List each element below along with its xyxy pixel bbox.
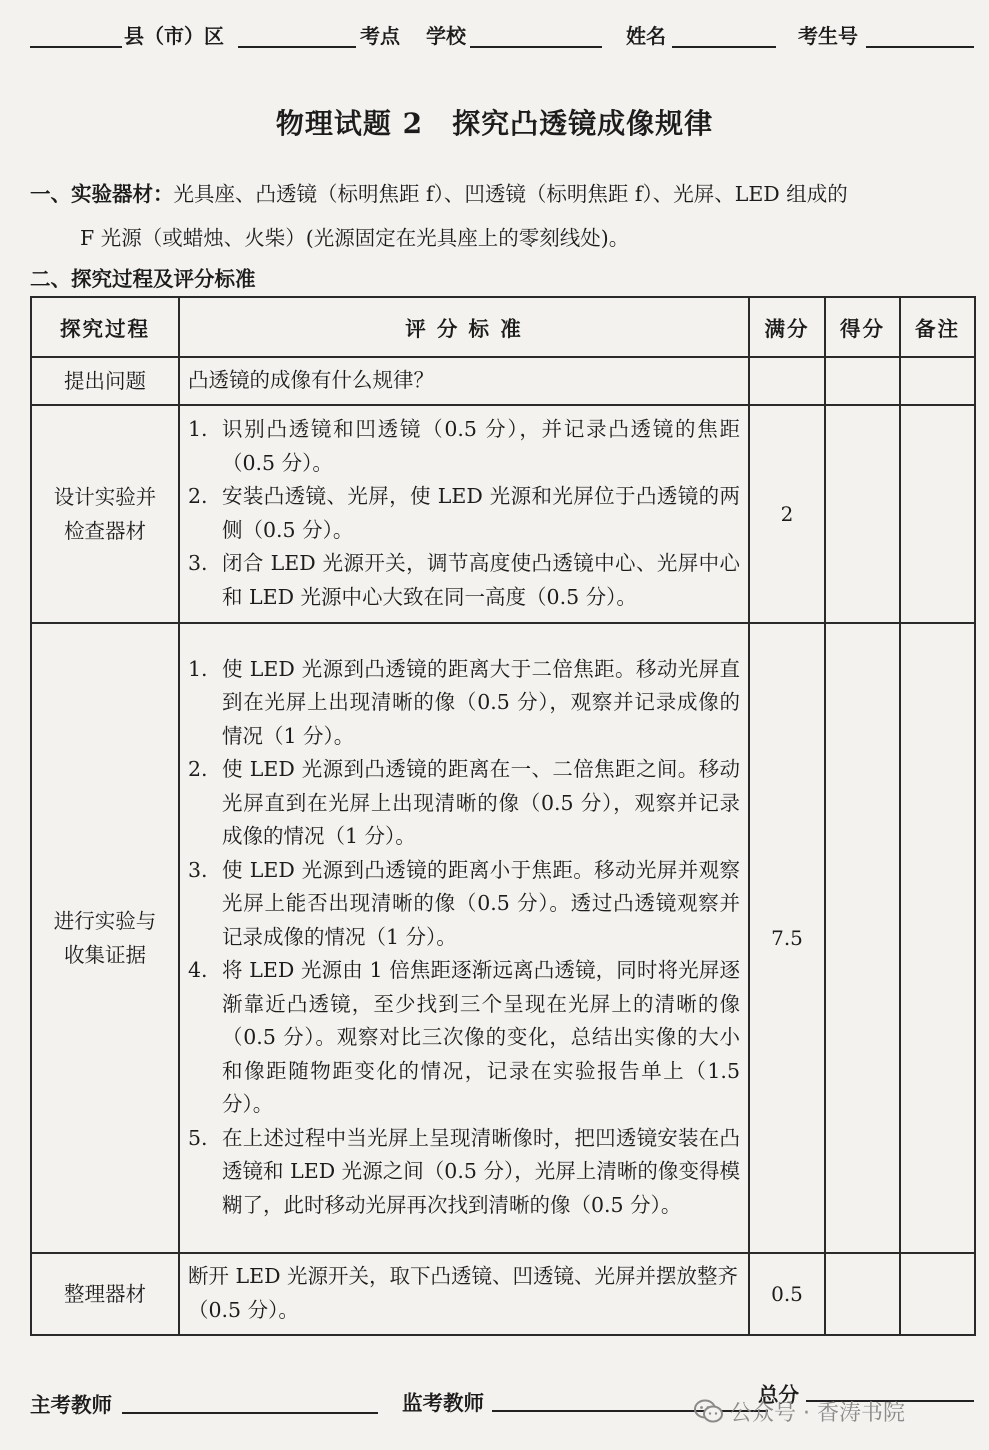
item-text: 使 LED 光源到凸透镜的距离大于二倍焦距。移动光屏直到在光屏上出现清晰的像（0.5 分），观察并记录成像的情况（1 分）。	[222, 656, 740, 748]
list-item	[188, 854, 740, 955]
got-score-cell[interactable]	[825, 357, 900, 405]
note-cell[interactable]	[900, 1253, 975, 1335]
county-blank[interactable]	[30, 18, 122, 48]
item-text: 安装凸透镜、光屏，使 LED 光源和光屏位于凸透镜的两侧（0.5 分）。	[222, 484, 740, 542]
name-blank[interactable]	[672, 18, 776, 48]
process-cell: 提出问题	[31, 357, 179, 405]
list-item	[188, 753, 740, 854]
chief-examiner-blank[interactable]	[122, 1386, 378, 1414]
scoring-table	[30, 296, 976, 1336]
header-note: 备注	[900, 297, 975, 357]
proctor-label: 监考教师	[402, 1391, 484, 1415]
table-row	[31, 405, 975, 623]
equipment-section	[30, 172, 975, 260]
total-score-label: 总分	[758, 1383, 799, 1407]
exam-site-label: 考点	[360, 24, 400, 48]
watermark-text: 公众号 · 香涛书院	[730, 1401, 905, 1426]
full-score-cell	[749, 357, 825, 405]
table-header-row	[31, 297, 975, 357]
table-row	[31, 357, 975, 405]
process-line: 收集证据	[64, 942, 146, 967]
item-number: 3.	[188, 551, 208, 575]
got-score-cell[interactable]	[825, 405, 900, 623]
equipment-text-2: F 光源（或蜡烛、火柴）(光源固定在光具座上的零刻线处)。	[80, 226, 630, 250]
page-title: 物理试题 2 探究凸透镜成像规律	[275, 107, 714, 140]
process-line: 进行实验与	[53, 908, 157, 933]
chief-examiner-label: 主考教师	[30, 1393, 112, 1417]
process-cell: 整理器材	[31, 1253, 179, 1335]
list-item	[188, 547, 740, 614]
criteria-list	[188, 653, 740, 1223]
item-number: 1.	[188, 417, 208, 441]
header-criteria: 评 分 标 准	[179, 297, 749, 357]
item-text: 闭合 LED 光源开关，调节高度使凸透镜中心、光屏中心和 LED 光源中心大致在同一高度（0.5 分）。	[222, 551, 740, 609]
process-line: 检查器材	[64, 518, 146, 543]
got-score-cell[interactable]	[825, 1253, 900, 1335]
full-score-cell: 0.5	[749, 1253, 825, 1335]
criteria-cell	[179, 623, 749, 1253]
county-label: 县（市）区	[124, 24, 224, 48]
header-full-score: 满分	[749, 297, 825, 357]
note-cell[interactable]	[900, 405, 975, 623]
note-cell[interactable]	[900, 357, 975, 405]
process-cell	[31, 405, 179, 623]
note-cell[interactable]	[900, 623, 975, 1253]
process-section-heading: 二、探究过程及评分标准	[30, 267, 256, 291]
table-row	[31, 623, 975, 1253]
list-item	[188, 480, 740, 547]
criteria-list	[188, 413, 740, 614]
candidate-no-label: 考生号	[798, 24, 858, 48]
process-line: 设计实验并	[53, 484, 157, 509]
list-item	[188, 653, 740, 754]
list-item	[188, 954, 740, 1122]
school-blank[interactable]	[470, 18, 602, 48]
item-number: 1.	[188, 656, 208, 681]
item-number: 5.	[188, 1125, 208, 1150]
header-process: 探究过程	[31, 297, 179, 357]
school-label: 学校	[426, 24, 466, 48]
item-text: 在上述过程中当光屏上呈现清晰像时，把凹透镜安装在凸透镜和 LED 光源之间（0.5 分），光屏上清晰的像变得模糊了，此时移动光屏再次找到清晰的像（0.5 分）。	[222, 1125, 740, 1217]
criteria-cell: 凸透镜的成像有什么规律？	[179, 357, 749, 405]
equipment-heading: 一、实验器材：	[30, 182, 174, 206]
item-number: 3.	[188, 857, 208, 882]
item-text: 使 LED 光源到凸透镜的距离在一、二倍焦距之间。移动光屏直到在光屏上出现清晰的像（0.5 分），观察并记录成像的情况（1 分）。	[222, 757, 740, 849]
equipment-text-1: 光具座、凸透镜（标明焦距 f）、凹透镜（标明焦距 f）、光屏、LED 组成的	[173, 182, 848, 206]
wechat-icon	[694, 1398, 724, 1430]
full-score-cell: 2	[749, 405, 825, 623]
item-text: 将 LED 光源由 1 倍焦距逐渐远离凸透镜，同时将光屏逐渐靠近凸透镜，至少找到三个呈现在光屏上的清晰的像（0.5 分）。观察对比三次像的变化，总结出实像的大小和像距随物距变化的情况，记录在实验报告单上（1.5 分）。	[222, 958, 740, 1117]
candidate-info-header	[30, 18, 975, 58]
name-label: 姓名	[626, 24, 666, 48]
criteria-cell	[179, 405, 749, 623]
item-text: 识别凸透镜和凹透镜（0.5 分），并记录凸透镜的焦距（0.5 分）。	[222, 417, 740, 475]
criteria-cell: 断开 LED 光源开关，取下凸透镜、凹透镜、光屏并摆放整齐（0.5 分）。	[179, 1253, 749, 1335]
full-score-cell: 7.5	[749, 623, 825, 1253]
watermark	[694, 1396, 905, 1430]
equipment-line-1	[30, 172, 975, 216]
item-text: 使 LED 光源到凸透镜的距离小于焦距。移动光屏并观察光屏上能否出现清晰的像（0.5 分）。透过凸透镜观察并记录成像的情况（1 分）。	[222, 857, 740, 949]
item-number: 4.	[188, 958, 208, 983]
process-cell	[31, 623, 179, 1253]
list-item	[188, 413, 740, 480]
list-item	[188, 1122, 740, 1223]
item-number: 2.	[188, 484, 208, 508]
table-row	[31, 1253, 975, 1335]
got-score-cell[interactable]	[825, 623, 900, 1253]
item-number: 2.	[188, 757, 208, 782]
candidate-no-blank[interactable]	[866, 18, 974, 48]
header-got-score: 得分	[825, 297, 900, 357]
exam-site-blank[interactable]	[238, 18, 356, 48]
